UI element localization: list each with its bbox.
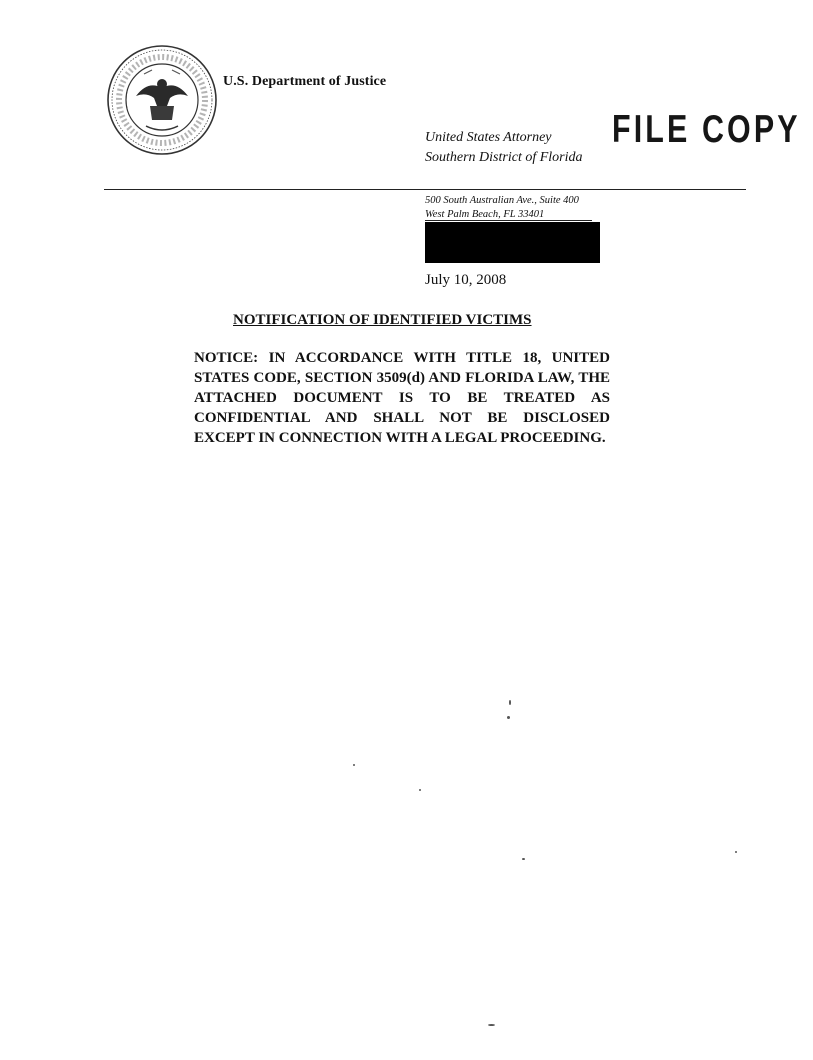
letter-date: July 10, 2008	[425, 272, 507, 288]
scan-speck	[419, 789, 421, 791]
scan-speck	[509, 700, 511, 705]
office-title: United States Attorney	[425, 130, 552, 145]
scan-speck	[735, 851, 737, 853]
confidentiality-notice: NOTICE: IN ACCORDANCE WITH TITLE 18, UNITED STATES CODE, SECTION 3509(d) AND FLORIDA LAW, THE ATTACHED DOCUMENT IS TO BE TREATED AS CONFIDENTIAL AND SHALL NOT BE DISCLOSED EXCEPT IN CONNECTION WITH A LEGAL PROCEEDING.	[194, 350, 610, 446]
doj-seal-icon	[106, 44, 218, 156]
address-block	[425, 194, 592, 222]
address-line-2: West Palm Beach, FL 33401	[425, 209, 592, 221]
redaction-box	[425, 222, 600, 263]
header-rule	[104, 189, 746, 190]
agency-name: U.S. Department of Justice	[223, 74, 387, 89]
scan-speck	[507, 716, 510, 719]
scan-speck	[522, 858, 525, 860]
document-title: NOTIFICATION OF IDENTIFIED VICTIMS	[233, 312, 532, 328]
file-copy-stamp: FILE COPY	[612, 108, 801, 151]
office-district: Southern District of Florida	[425, 150, 583, 165]
office-block	[425, 128, 583, 168]
address-line-1: 500 South Australian Ave., Suite 400	[425, 195, 579, 206]
scan-speck	[353, 764, 355, 766]
scan-speck	[488, 1024, 495, 1026]
